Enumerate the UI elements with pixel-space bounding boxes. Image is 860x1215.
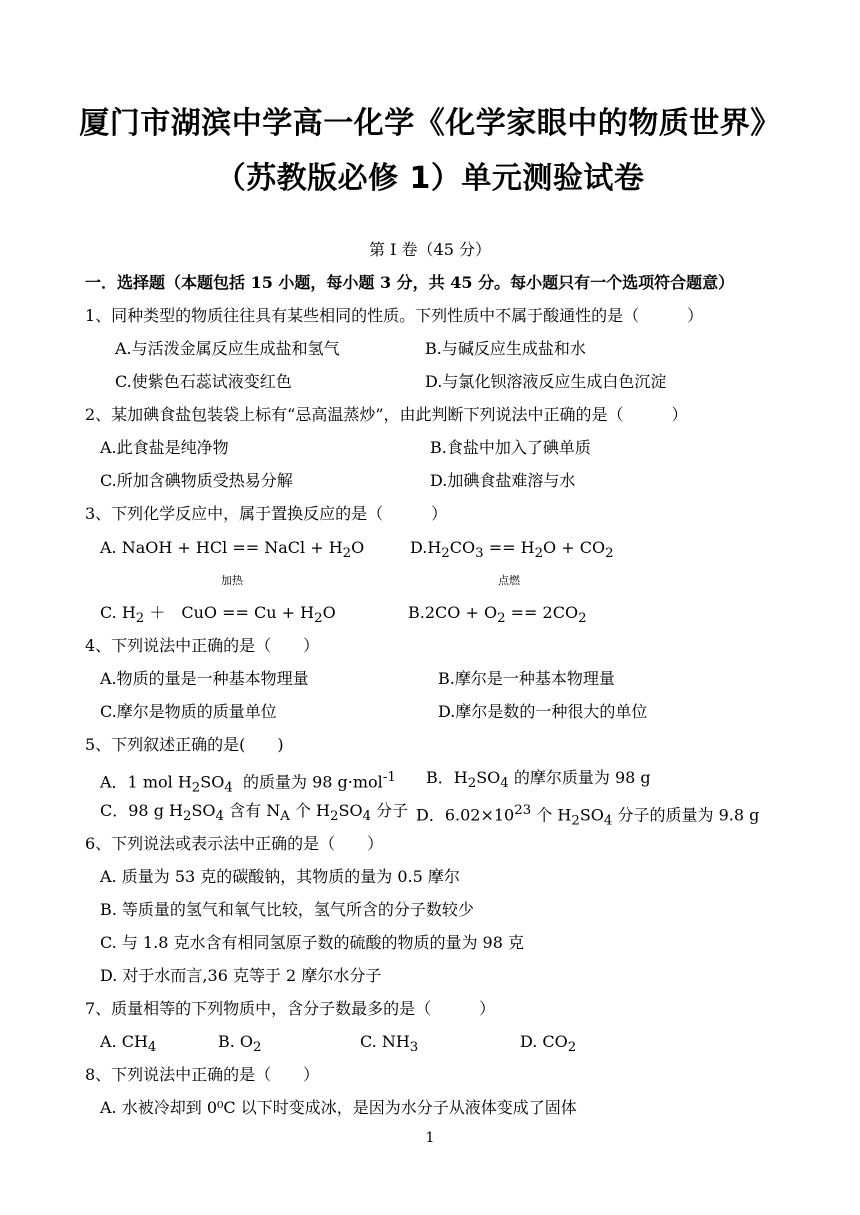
question-1-stem: 1、同种类型的物质往往具有某些相同的性质。下列性质中不属于酸通性的是（ ） [85,306,704,325]
question-7-option-a: A. $CH_4$ [100,1032,157,1056]
condition-heat-label: 加热 [221,574,243,587]
question-7-option-b: B. $O_2$ [218,1032,262,1056]
question-6-option-b: B. 等质量的氢气和氧气比较，氢气所含的分子数较少 [100,900,474,919]
question-7-option-d: D. $CO_2$ [520,1032,577,1056]
question-1-option-d: D.与氯化钡溶液反应生成白色沉淀 [425,372,667,391]
question-3-option-a: A. NaOH + HCl == NaCl + $H_2O$ [100,538,365,562]
question-7-option-c: C. $NH_3$ [360,1032,419,1056]
exam-title-line1: 厦门市湖滨中学高一化学《化学家眼中的物质世界》 [79,106,781,141]
question-6-option-d: D. 对于水而言,36 克等于 2 摩尔水分子 [100,966,382,985]
question-2-option-d: D.加碘食盐难溶与水 [430,471,576,490]
volume-heading: 第 I 卷（45 分） [369,240,491,259]
question-1-option-b: B.与碱反应生成盐和水 [425,339,586,358]
question-1-option-a: A.与活泼金属反应生成盐和氢气 [115,339,340,358]
question-4-stem: 4、下列说法中正确的是（ ） [85,636,320,655]
question-5-option-d: D．$6.02\times 10^{23}$ 个 $H_2SO_4$ 分子的质量为 9.8 g [416,803,760,829]
section-heading: 一．选择题（本题包括 15 小题，每小题 3 分，共 45 分。每小题只有一个选项符合题意） [85,273,735,292]
question-3-stem: 3、下列化学反应中，属于置换反应的是（ ） [85,504,448,523]
condition-ignite-label: 点燃 [498,574,520,587]
question-4-option-c: C.摩尔是物质的质量单位 [100,702,277,721]
question-1-option-c: C.使紫色石蕊试液变红色 [115,372,292,391]
question-5-option-b: B．$H_2SO_4$ 的摩尔质量为 98 g [426,768,651,792]
question-4-option-a: A.物质的量是一种基本物理量 [100,669,309,688]
question-5-option-a: A．1 mol $H_2SO_4$ 的质量为 98 g·mol$^{-1}$ [100,770,396,796]
question-3-option-b: $B.2CO + O_2 == 2CO_2$ [408,603,587,627]
question-5-stem: 5、下列叙述正确的是( ) [85,735,284,754]
question-2-stem: 2、某加碘食盐包装袋上标有“忌高温蒸炒”，由此判断下列说法中正确的是（ ） [85,405,688,424]
question-6-stem: 6、下列说法或表示法中正确的是（ ） [85,834,384,853]
question-8-stem: 8、下列说法中正确的是（ ） [85,1065,320,1084]
question-2-option-c: C.所加含碘物质受热易分解 [100,471,293,490]
question-2-option-a: A.此食盐是纯净物 [100,438,229,457]
question-7-stem: 7、质量相等的下列物质中，含分子数最多的是（ ） [85,999,496,1018]
question-6-option-c: C. 与 1.8 克水含有相同氢原子数的硫酸的物质的量为 98 克 [100,933,524,952]
question-3-option-d: $D.H_2CO_3 == H_2O + CO_2$ [410,538,614,562]
question-2-option-b: B.食盐中加入了碘单质 [430,438,591,457]
question-8-option-a: A. 水被冷却到 0⁰C 以下时变成冰，是因为水分子从液体变成了固体 [100,1098,577,1117]
question-3-option-c: C. $H_2$ ＋ CuO == $Cu + H_2O$ [100,603,336,627]
question-5-option-c: C．98 g $H_2SO_4$ 含有 $N_A$ 个 $H_2SO_4$ 分子 [100,801,409,825]
page-number: 1 [425,1130,435,1146]
question-4-option-d: D.摩尔是数的一种很大的单位 [438,702,648,721]
exam-title-line2: （苏教版必修 1）单元测验试卷 [215,161,645,196]
question-6-option-a: A. 质量为 53 克的碳酸钠，其物质的量为 0.5 摩尔 [100,867,460,886]
question-4-option-b: B.摩尔是一种基本物理量 [438,669,615,688]
